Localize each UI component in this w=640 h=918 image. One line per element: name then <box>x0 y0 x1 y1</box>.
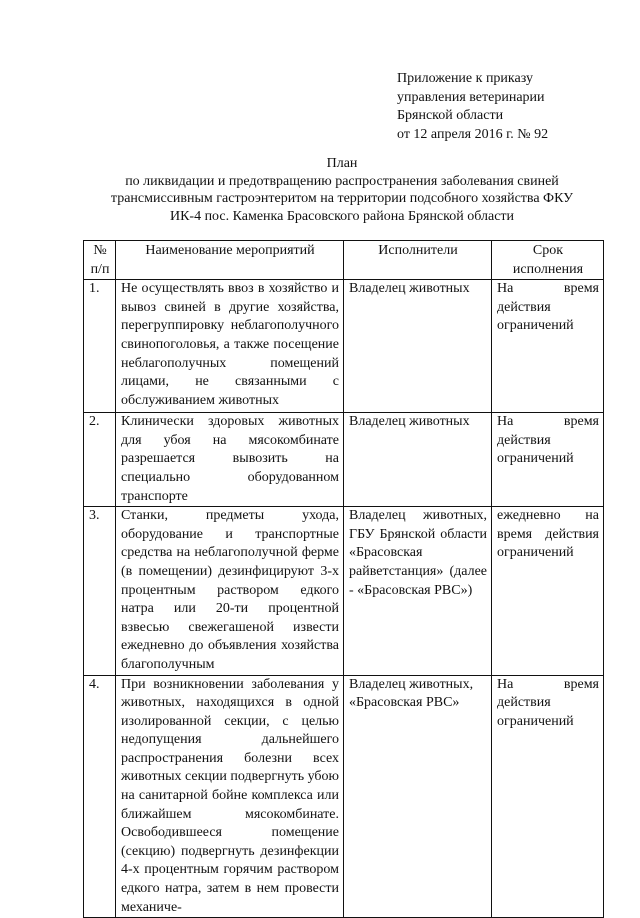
row-num: 1. <box>84 280 116 413</box>
header-executor: Исполнители <box>344 241 492 280</box>
plan-title: План <box>326 156 358 171</box>
row-name: Не осуществлять ввоз в хозяйство и вывоз свиней в другие хозяйства, перегруппировку неблагополучного свинопоголовья, а также посещение неблагополучных помещений лицами, не связанными с обслуживанием животных <box>116 280 344 413</box>
row-executor: Владелец животных <box>344 280 492 413</box>
plan-heading <box>92 155 592 225</box>
row-executor: Владелец животных <box>344 413 492 507</box>
table-header-row <box>84 241 604 280</box>
row-executor: Владелец животных, ГБУ Брянской области «Брасовская райветстанция» (далее - «Брасовская РВС») <box>344 507 492 675</box>
annex-line: управления ветеринарии <box>397 89 545 105</box>
table-row <box>84 507 604 675</box>
row-executor: Владелец животных, «Брасовская РВС» <box>344 675 492 918</box>
annex-block <box>397 70 548 144</box>
header-num: № п/п <box>84 241 116 280</box>
annex-line: от 12 апреля 2016 г. № 92 <box>397 126 549 142</box>
row-term: На время действия ограничений <box>492 675 604 918</box>
annex-line: Приложение к приказу <box>397 71 533 86</box>
table-row <box>84 413 604 507</box>
plan-heading-line: трансмиссивным гастроэнтеритом на территории подсобного хозяйства ФКУ <box>110 191 574 206</box>
table-row <box>84 675 604 918</box>
table-row <box>84 280 604 413</box>
row-num: 4. <box>84 675 116 918</box>
header-name: Наименование мероприятий <box>116 241 344 280</box>
row-num: 2. <box>84 413 116 507</box>
row-term: ежедневно на время действия ограничений <box>492 507 604 675</box>
row-name: При возникновении заболевания у животных, находящихся в одной изолированной секции, с целью недопущения дальнейшего распространения болезни всех животных секции подвергнуть убою на санитарной бойне комплекса или ближайшем мясокомбинате. Освободившееся помещение (секцию) подвергнуть дезинфекции 4-х процентным горячим раствором едкого натра, затем в нем провести механиче- <box>116 675 344 918</box>
row-name: Станки, предметы ухода, оборудование и транспортные средства на неблагополучной ферме (в помещении) дезинфицируют 3-х процентным раствором едкого натра или 20-ти процентной взвесью свежегашеной извести ежедневно до объявления хозяйства благополучным <box>116 507 344 675</box>
plan-table <box>83 240 604 918</box>
annex-line: Брянской области <box>397 108 504 123</box>
row-name: Клинически здоровых животных для убоя на мясокомбинате разрешается вывозить на специально оборудованном транспорте <box>116 413 344 507</box>
plan-heading-line: по ликвидации и предотвращению распространения заболевания свиней <box>125 173 559 189</box>
row-num: 3. <box>84 507 116 675</box>
plan-heading-line: ИК-4 пос. Каменка Брасовского района Брянской области <box>169 208 515 224</box>
header-term: Срок исполнения <box>492 241 604 280</box>
row-term: На время действия ограничений <box>492 413 604 507</box>
row-term: На время действия ограничений <box>492 280 604 413</box>
